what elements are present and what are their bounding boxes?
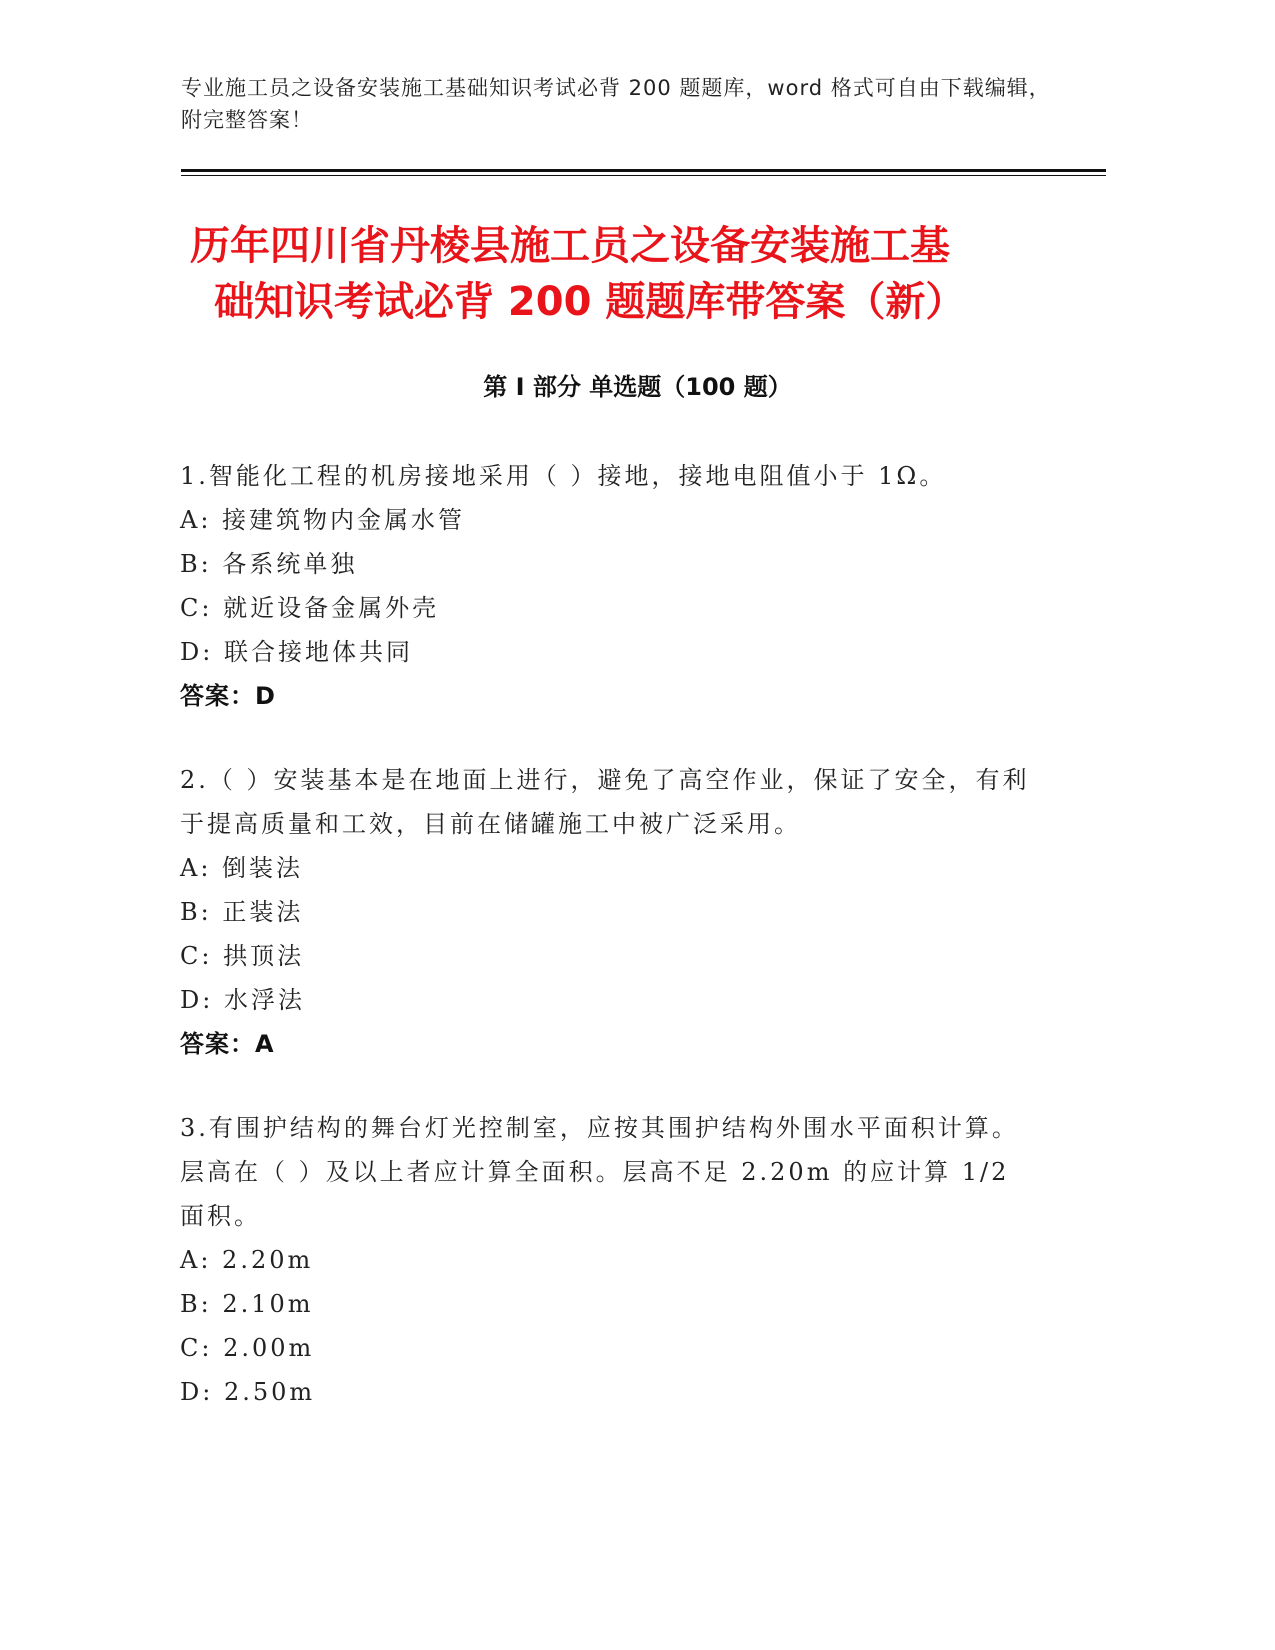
- answer: 答案：A: [180, 1030, 275, 1058]
- option-a: A: 倒装法: [180, 854, 304, 882]
- question-stem: 1.智能化工程的机房接地采用（ ）接地，接地电阻值小于 1Ω。: [180, 462, 947, 490]
- answer: 答案：D: [180, 682, 276, 710]
- header-note: 专业施工员之设备安装施工基础知识考试必背 200 题题库，word 格式可自由下载编辑，附完整答案！: [181, 76, 1051, 132]
- document-title-line2: 础知识考试必背 200 题题库带答案（新）: [214, 279, 966, 325]
- option-d: D: 2.50m: [180, 1378, 316, 1406]
- question-stem: 2.（ ）安装基本是在地面上进行，避免了高空作业，保证了安全，有利于提高质量和工效，目前在储罐施工中被广泛采用。: [180, 766, 1030, 838]
- option-c: C: 2.00m: [180, 1334, 315, 1362]
- option-a: A: 接建筑物内金属水管: [180, 506, 466, 534]
- section-title: 第 I 部分 单选题（100 题）: [483, 373, 792, 401]
- option-b: B: 2.10m: [180, 1290, 314, 1318]
- option-d: D: 联合接地体共同: [180, 638, 413, 666]
- header-rule-thick: [181, 169, 1106, 172]
- question-2: [180, 758, 1040, 1066]
- header-rule-thin: [181, 175, 1106, 176]
- option-c: C: 就近设备金属外壳: [180, 594, 440, 622]
- document-title-line1: 历年四川省丹棱县施工员之设备安装施工基: [190, 223, 950, 269]
- question-stem: 3.有围护结构的舞台灯光控制室，应按其围护结构外围水平面积计算。层高在（ ）及以上者应计算全面积。层高不足 2.20m 的应计算 1/2 面积。: [180, 1114, 1019, 1230]
- option-b: B: 各系统单独: [180, 550, 358, 578]
- document-title: [190, 218, 1070, 330]
- option-a: A: 2.20m: [180, 1246, 314, 1274]
- question-3: [180, 1106, 1040, 1414]
- option-b: B: 正装法: [180, 898, 304, 926]
- option-c: C: 拱顶法: [180, 942, 305, 970]
- option-d: D: 水浮法: [180, 986, 305, 1014]
- question-1: [180, 454, 1040, 718]
